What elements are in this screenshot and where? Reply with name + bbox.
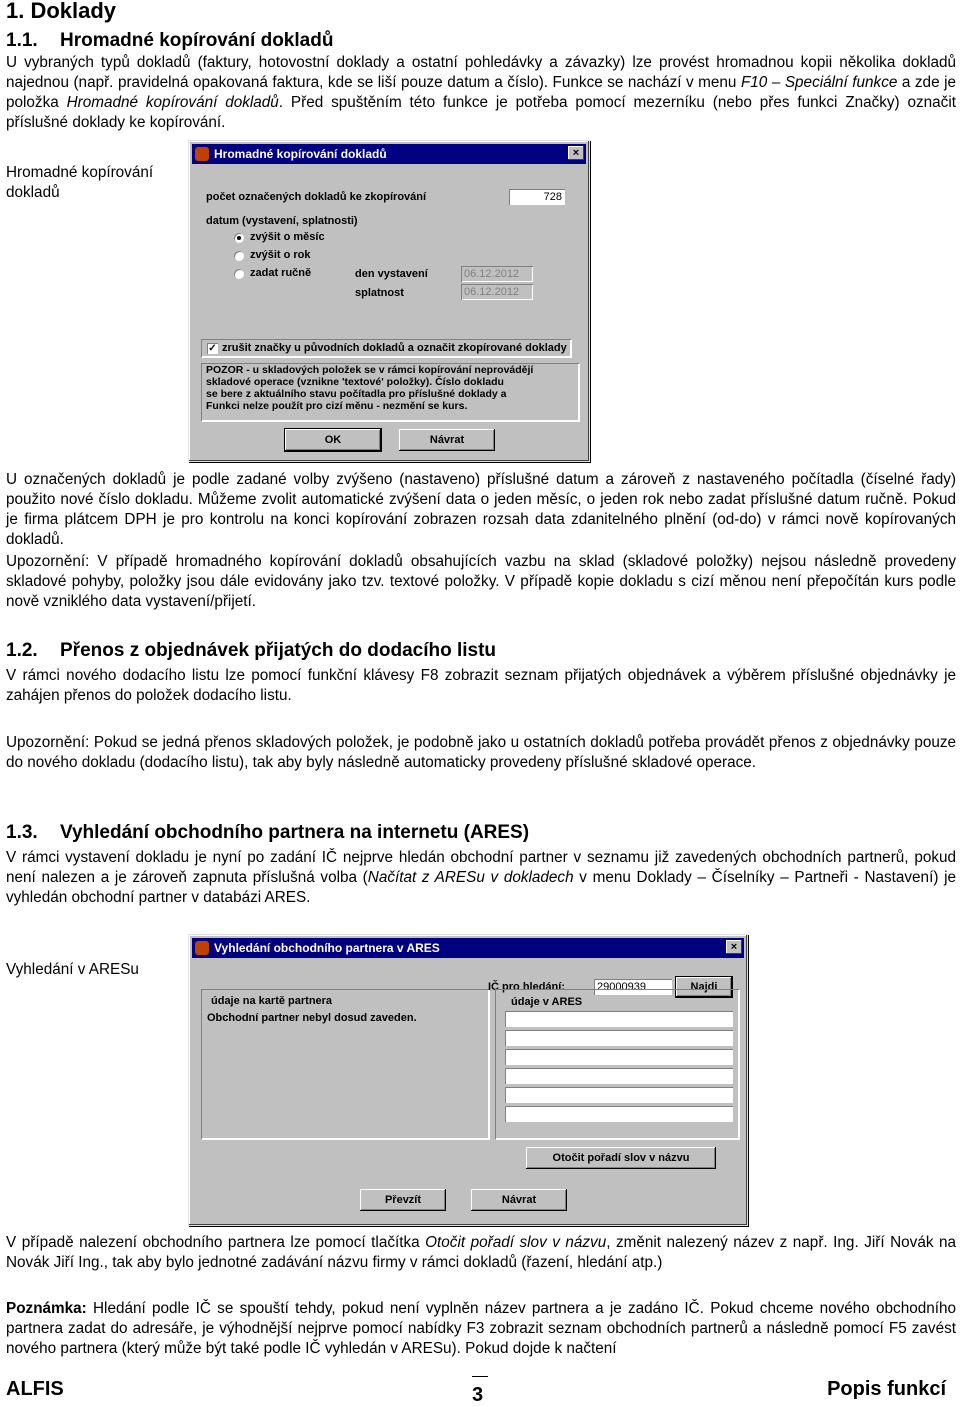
close-icon[interactable]: × <box>568 146 584 160</box>
close-icon[interactable]: × <box>726 940 742 954</box>
radio-year[interactable] <box>234 251 244 261</box>
paragraph <box>6 848 956 908</box>
app-icon <box>195 147 209 161</box>
issue-date-label: den vystavení <box>355 268 428 280</box>
section-title: Přenos z objednávek přijatých do dodacího listu <box>60 640 497 661</box>
ares-label: údaje v ARES <box>511 996 583 1008</box>
app-icon <box>195 941 209 955</box>
text: . Před spuštěním této funkce je potřeba pomocí mezerníku (nebo přes funkci Značky) označit příslušné doklady ke kopírování. <box>6 94 956 131</box>
text: U vybraných typů dokladů (faktury, hotovostní doklady a ostatní pohledávky a závazky) lze provést hromadnou kopii několika dokladů najednou (např. pravidelná opakovaná faktura, kde se liší pouze datum a číslo). Funkce se nachází v menu <box>6 54 956 91</box>
ic-label: IČ pro hledání: <box>488 981 565 993</box>
ares-field-5[interactable] <box>505 1087 733 1103</box>
text: V rámci vystavení dokladu je nyní po zadání IČ nejprve hledán obchodní partner v seznamu již zavedených obchodních partnerů, pokud není nalezen a je zároveň zapnuta příslušná volba ( <box>6 849 956 886</box>
footer-right: Popis funkcí <box>827 1378 946 1400</box>
copy-documents-dialog <box>188 140 590 462</box>
paragraph: U označených dokladů je podle zadané volby zvýšeno (nastaveno) příslušné datum a zároveň z nastaveného počítadla (číselné řady) použito nové číslo dokladu. Můžeme zvolit automatické zvýšení data o jeden měsíc, o jeden rok nebo zadat příslušné datum ručně. Pokud je firma plátcem DPH je pro kontrolu na konci kopírování zobrazen rozsah data zdanitelného plnění (od-do) v rámci nově kopírovaných dokladů. <box>6 471 956 548</box>
dialog-title: Hromadné kopírování dokladů <box>214 147 387 161</box>
due-date-label: splatnost <box>355 287 404 299</box>
menu-path: F10 – Speciální funkce <box>740 74 898 91</box>
text: a zde je položka <box>6 74 956 111</box>
warning-line: POZOR - u skladových položek se v rámci kopírování neprovádějí <box>206 364 534 376</box>
ares-field-1[interactable] <box>505 1011 733 1027</box>
back-button[interactable]: Návrat <box>399 429 495 451</box>
warning-line: skladové operace (vznikne 'textové' položky). Číslo dokladu <box>206 376 504 388</box>
ares-field-2[interactable] <box>505 1030 733 1046</box>
take-over-button[interactable]: Převzít <box>360 1189 446 1211</box>
footer-rule <box>472 1376 488 1377</box>
note-label: Poznámka: <box>6 1300 87 1317</box>
side-label: Hromadné kopírování dokladů <box>6 164 154 201</box>
section-heading-1-3 <box>6 822 529 844</box>
ares-field-6[interactable] <box>505 1106 733 1122</box>
back-button[interactable]: Návrat <box>471 1189 567 1211</box>
warning-paragraph: Upozornění: Pokud se jedná přenos skladových položek, je podobně jako u ostatních dokladů potřeba provádět přenos z objednávky pouze do nového dokladu (dodacího listu), tak aby byly následně automaticky provedeny příslušné skladové operace. <box>6 734 956 771</box>
reset-marks-checkbox[interactable]: ✓ <box>208 343 217 354</box>
section-number: 1.3. <box>6 822 38 843</box>
text: , změnit nalezený název z např. Ing. Jiří Novák na Novák Jiří Ing., tak aby bylo jednotné zadávání názvu firmy v rámci dokladů (řazení, hledání atp.) <box>6 1234 957 1271</box>
text: V případě nalezení obchodního partnera lze pomocí tlačítka <box>6 1234 426 1251</box>
section-number: 1.2. <box>6 640 38 661</box>
side-label: Vyhledání v ARESu <box>6 961 139 978</box>
paragraph: V rámci nového dodacího listu lze pomocí funkční klávesy F8 zobrazit seznam přijatých objednávek a výběrem příslušné objednávky je zahájen přenos do položek dodacího listu. <box>6 667 956 704</box>
text: Hledání podle IČ se spouští tehdy, pokud není vyplněn název partnera a je zadáno IČ. Pokud chceme nového obchodního partnera zadat do adresáře, je výhodnější nejprve pomocí nabídky F3 zobrazit seznam obchodních partnerů a následně pomocí F5 zavést nového partnera (který může být také podle IČ vyhledán v ARESu). Pokud dojde k načtení <box>6 1300 956 1357</box>
due-date-field[interactable]: 06.12.2012 <box>461 284 533 300</box>
footer-left: ALFIS <box>6 1378 64 1400</box>
count-field: 728 <box>509 189 565 205</box>
dialog-titlebar <box>192 938 744 958</box>
page-number: 3 <box>472 1384 484 1406</box>
find-button[interactable]: Najdi <box>676 977 732 997</box>
dialog-title: Vyhledání obchodního partnera v ARES <box>214 941 440 955</box>
section-title: Vyhledání obchodního partnera na internetu (ARES) <box>60 822 530 843</box>
section-heading-1-2 <box>6 640 496 662</box>
issue-date-field[interactable]: 06.12.2012 <box>461 266 533 282</box>
radio-manual[interactable] <box>234 269 244 279</box>
chapter-heading: 1. Doklady <box>6 0 117 23</box>
radio-year-label: zvýšit o rok <box>250 249 311 261</box>
radio-month[interactable] <box>234 233 244 243</box>
ares-search-dialog <box>188 934 748 1226</box>
option-name: Načítat z ARESu v dokladech <box>367 869 574 886</box>
ares-field-4[interactable] <box>505 1068 733 1084</box>
button-name: Otočit pořadí slov v názvu <box>425 1234 607 1251</box>
paragraph <box>6 1233 956 1273</box>
section-number: 1.1. <box>6 30 38 51</box>
card-status: Obchodní partner nebyl dosud zaveden. <box>207 1012 417 1024</box>
reset-marks-label: zrušit značky u původních dokladů a označit zkopírované doklady <box>222 342 567 354</box>
radio-month-label: zvýšit o měsíc <box>250 231 325 243</box>
section-title: Hromadné kopírování dokladů <box>60 30 334 51</box>
date-group-label: datum (vystavení, splatnosti) <box>206 215 358 227</box>
paragraph <box>6 53 956 133</box>
warning-line: Funkci nelze použít pro cizí měnu - nezmění se kurs. <box>206 400 468 412</box>
card-label: údaje na kartě partnera <box>211 995 333 1007</box>
count-label: počet označených dokladů ke zkopírování <box>206 191 427 203</box>
warning-line: se bere z aktuálního stavu počítadla pro příslušné doklady a <box>206 388 507 400</box>
note-paragraph <box>6 1299 956 1359</box>
menu-item: Hromadné kopírování dokladů <box>66 94 279 111</box>
ares-field-3[interactable] <box>505 1049 733 1065</box>
ic-input[interactable]: 29000939 <box>594 979 672 995</box>
section-heading-1-1 <box>6 30 333 52</box>
radio-manual-label: zadat ručně <box>250 267 312 279</box>
rotate-words-button[interactable]: Otočit pořadí slov v názvu <box>526 1147 716 1169</box>
warning-paragraph: Upozornění: V případě hromadného kopírování dokladů obsahujících vazbu na sklad (skladové položky) nejsou následně provedeny skladové pohyby, položky jsou dále evidovány jako tzv. textové položky. V případě kopie dokladu s cizí měnou není přepočítán kurs podle nově vzniklého data vystavení/přijetí. <box>6 553 956 610</box>
text: v menu Doklady – Číselníky – Partneři - Nastavení) je vyhledán obchodní partner v databázi ARES. <box>6 869 956 906</box>
dialog-titlebar <box>192 144 586 164</box>
ok-button[interactable]: OK <box>285 429 381 451</box>
